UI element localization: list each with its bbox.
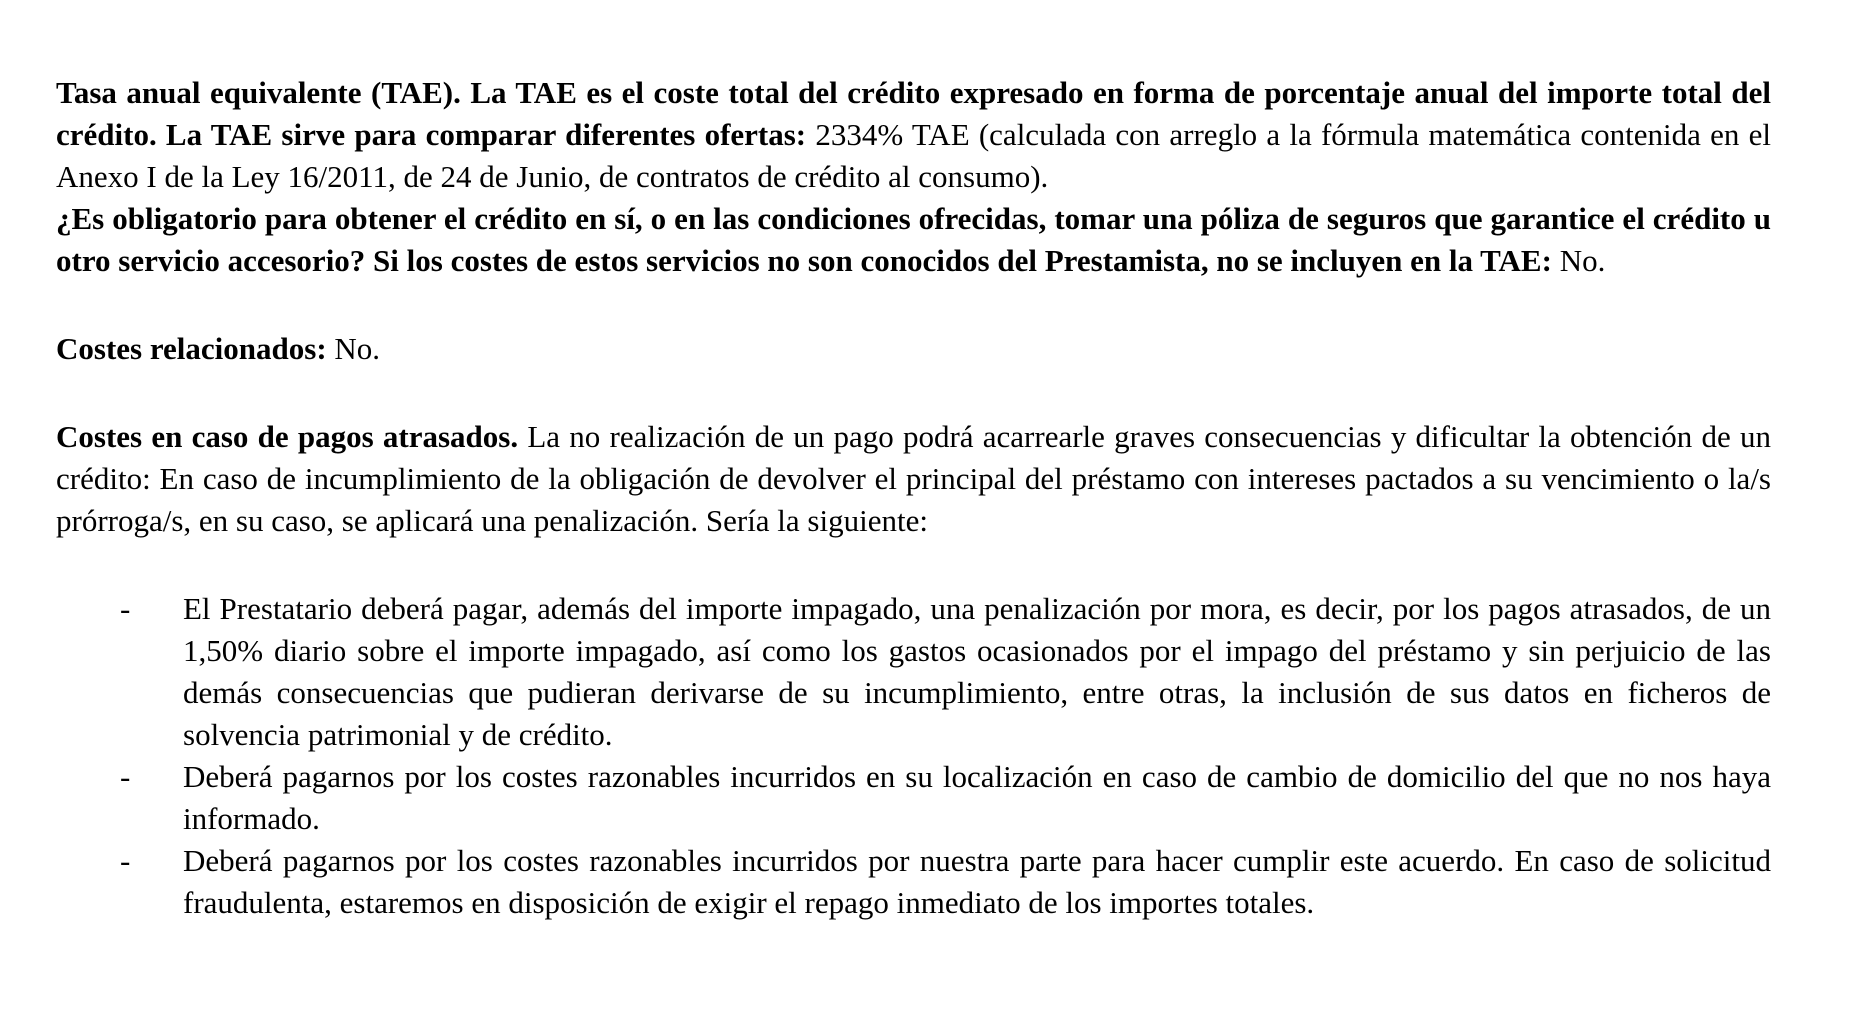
document-page (56, 72, 1771, 924)
list-bullet-dash: - (120, 759, 131, 794)
penalty-list-item (56, 756, 1771, 840)
list-bullet-dash: - (120, 843, 131, 878)
late-payments-label: Costes en caso de pagos atrasados. (56, 419, 519, 454)
insurance-answer: No. (1551, 243, 1606, 278)
late-payments-paragraph (56, 416, 1771, 542)
penalty-item-text: Deberá pagarnos por los costes razonables incurridos en su localización en caso de cambio de domicilio del que no nos haya informado. (183, 759, 1771, 836)
penalty-item-text: El Prestatario deberá pagar, además del importe impagado, una penalización por mora, es decir, por los pagos atrasados, de un 1,50% diario sobre el importe impagado, así como los gastos ocasionados por el impago del préstamo y sin perjuicio de las demás consecuencias que pudieran derivarse de su incumplimiento, entre otras, la inclusión de sus datos en ficheros de solvencia patrimonial y de crédito. (183, 591, 1771, 752)
spacer (56, 282, 1771, 328)
tae-paragraph (56, 72, 1771, 198)
penalty-list-item (56, 840, 1771, 924)
insurance-question-bold: ¿Es obligatorio para obtener el crédito en sí, o en las condiciones ofrecidas, tomar una póliza de seguros que garantice el crédito u otro servicio accesorio? Si los costes de estos servicios no son conocidos del Prestamista, no se incluyen en la TAE: (56, 201, 1771, 278)
spacer (56, 370, 1771, 416)
related-costs-paragraph (56, 328, 1771, 370)
penalty-item-text: Deberá pagarnos por los costes razonables incurridos por nuestra parte para hacer cumplir este acuerdo. En caso de solicitud fraudulenta, estaremos en disposición de exigir el repago inmediato de los importes totales. (183, 843, 1771, 920)
list-bullet-dash: - (120, 591, 131, 626)
related-costs-label: Costes relacionados: (56, 331, 327, 366)
tae-definition-bold: Tasa anual equivalente (TAE). La TAE es el coste total del crédito expresado en forma de porcentaje anual del importe total del crédito. La TAE sirve para comparar diferentes ofertas: (56, 75, 1771, 152)
related-costs-answer: No. (326, 331, 381, 366)
tae-value-text: 2334% TAE (calculada con arreglo a la fórmula matemática contenida en el Anexo I de la Ley 16/2011, de 24 de Junio, de contratos de crédito al consumo). (56, 117, 1771, 194)
insurance-paragraph (56, 198, 1771, 282)
spacer (56, 542, 1771, 588)
penalty-list (56, 588, 1771, 924)
penalty-list-item (56, 588, 1771, 756)
late-payments-text: La no realización de un pago podrá acarrearle graves consecuencias y dificultar la obtención de un crédito: En caso de incumplimiento de la obligación de devolver el principal del préstamo con intereses pactados a su vencimiento o la/s prórroga/s, en su caso, se aplicará una penalización. Sería la siguiente: (56, 419, 1771, 538)
